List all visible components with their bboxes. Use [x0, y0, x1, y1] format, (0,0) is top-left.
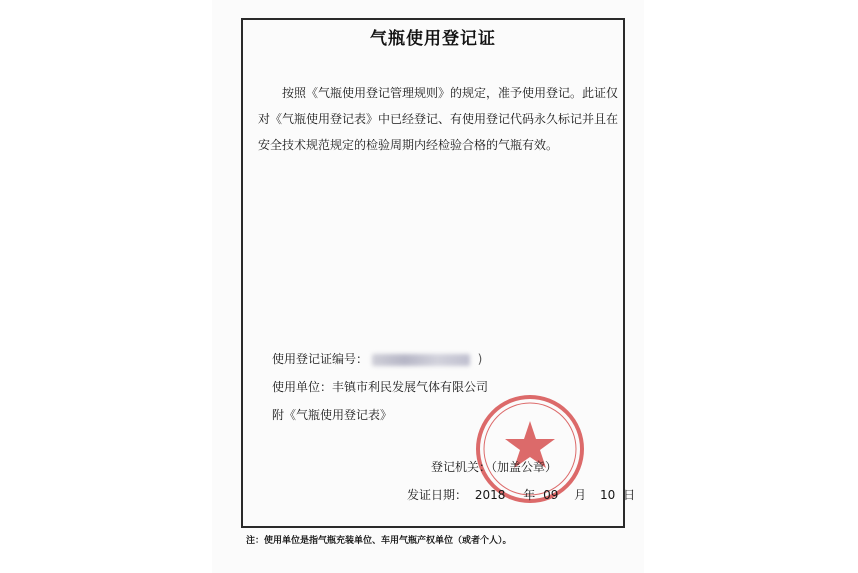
authority-label: 登记机关：（加盖公章）: [431, 460, 558, 474]
cert-number-field: [272, 350, 482, 367]
unit-field: [272, 378, 488, 395]
unit-label: 使用单位：: [272, 380, 333, 394]
body-line-3: 安全技术规范规定的检验周期内经检验合格的气瓶有效。: [258, 138, 559, 152]
date-month: 09: [543, 488, 559, 502]
body-line-1: 按照《气瓶使用登记管理规则》的规定，准予使用登记。此证仅: [282, 86, 619, 100]
date-day: 10: [600, 488, 616, 502]
date-year-unit: 年: [523, 488, 536, 502]
cert-number-suffix: ): [477, 352, 483, 366]
issue-date: [407, 486, 635, 503]
certificate-body: [258, 80, 618, 158]
date-month-unit: 月: [574, 488, 587, 502]
body-line-2: 对《气瓶使用登记表》中已经登记、有使用登记代码永久标记并且在: [258, 112, 619, 126]
redacted-cert-number: [372, 354, 470, 366]
date-year: 2018: [474, 488, 506, 502]
footnote: 注：使用单位是指气瓶充装单位、车用气瓶产权单位（或者个人）。: [246, 536, 512, 546]
cert-number-label: 使用登记证编号：: [272, 352, 369, 366]
certificate-title: 气瓶使用登记证: [370, 29, 496, 49]
attachment-line: 附《气瓶使用登记表》: [272, 408, 393, 422]
unit-value: 丰镇市利民发展气体有限公司: [332, 380, 489, 394]
date-label: 发证日期：: [407, 488, 468, 502]
date-day-unit: 日: [623, 488, 636, 502]
